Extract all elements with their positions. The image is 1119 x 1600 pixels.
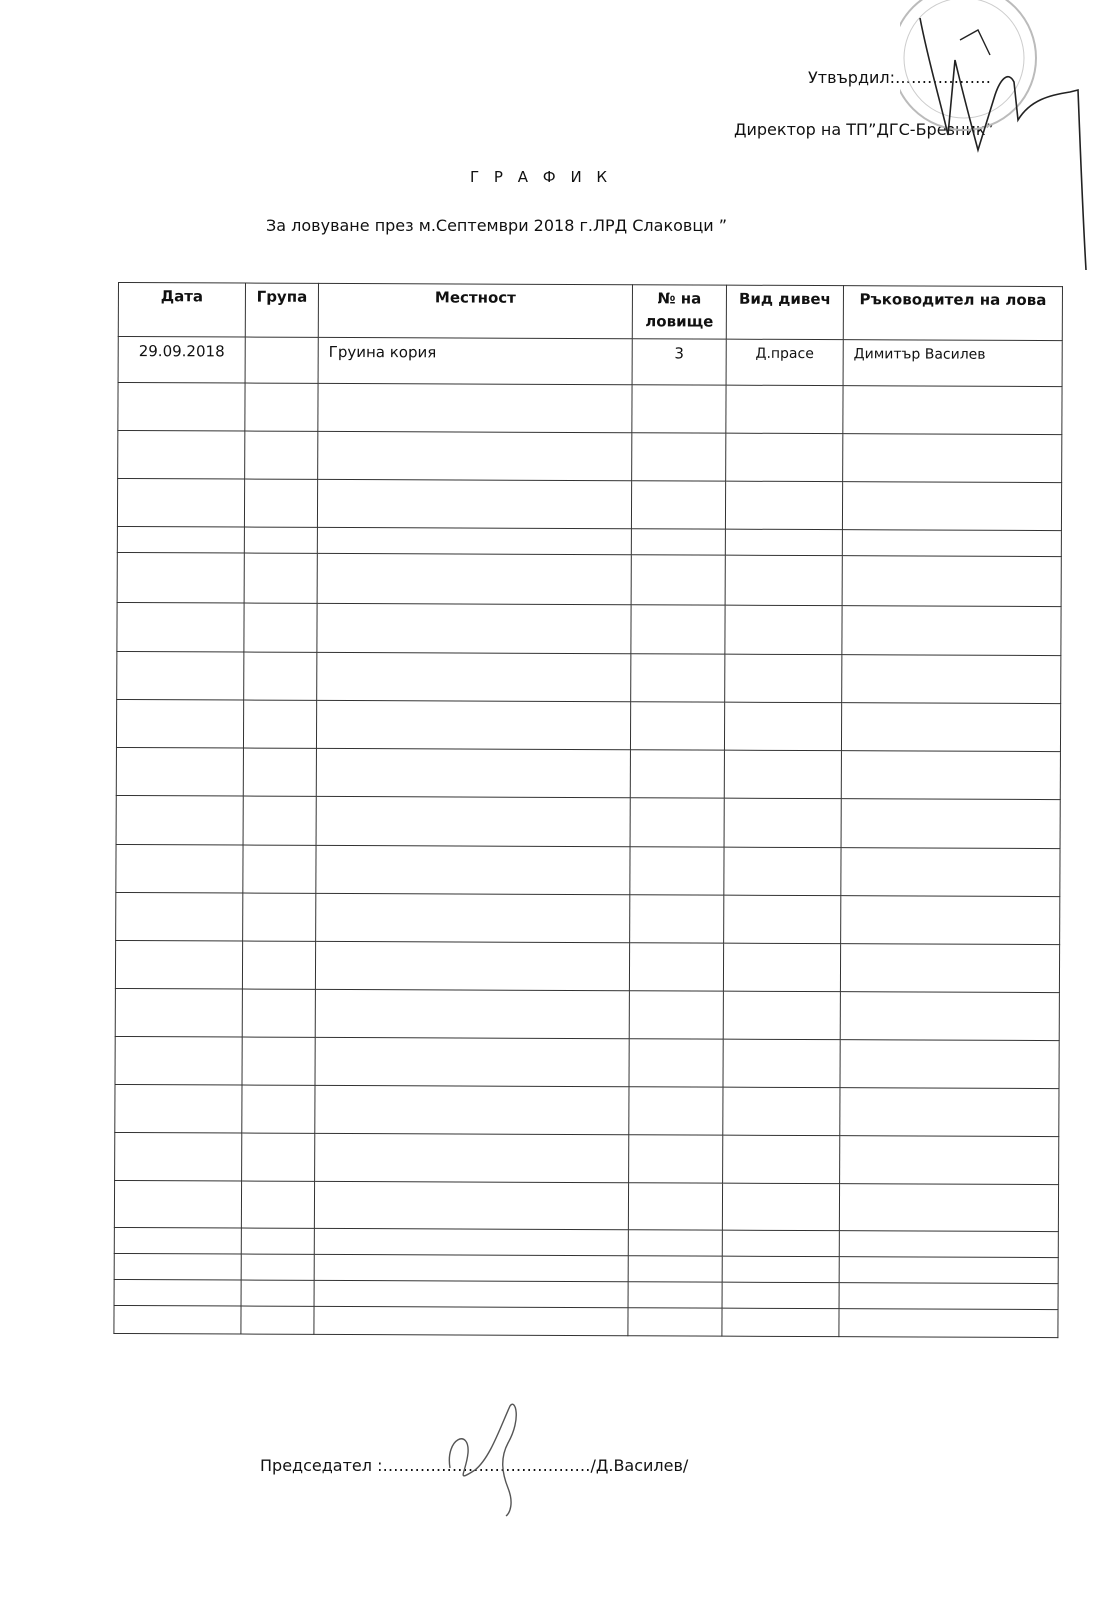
table-row-empty (118, 383, 1062, 435)
table-row-empty (117, 602, 1061, 655)
table-row-empty (114, 1227, 1058, 1257)
cell-locality: Груина кория (318, 337, 632, 384)
table-row-empty (115, 988, 1059, 1040)
table-row-empty (115, 1132, 1059, 1184)
header-game-type: Вид дивеч (726, 285, 843, 340)
table-row-empty (117, 552, 1061, 606)
table-row-empty (115, 1036, 1059, 1088)
cell-group (245, 337, 318, 383)
stamp-and-signature (900, 0, 1119, 290)
cell-hunting-area-number: 3 (632, 339, 726, 385)
chairman-signature (430, 1398, 550, 1518)
header-date: Дата (118, 283, 245, 338)
table-row-empty (118, 431, 1062, 483)
table-row-empty (117, 526, 1061, 556)
cell-game-type: Д.прасе (726, 339, 843, 386)
table-header-row (118, 283, 1062, 341)
table-row-empty (116, 795, 1060, 848)
header-hunt-leader: Ръководител на лова (843, 286, 1062, 341)
table-row (118, 337, 1062, 387)
table-row-empty (115, 940, 1059, 992)
document-subtitle: За ловуване през м.Септември 2018 г.ЛРД Слаковци ” (266, 216, 727, 235)
header-hunting-area-number: № на ловище (632, 285, 726, 339)
cell-hunt-leader: Димитър Василев (843, 340, 1062, 387)
header-locality: Местност (318, 283, 632, 338)
hunting-schedule-table (113, 282, 1063, 1338)
table-row-empty (114, 1279, 1058, 1309)
header-group: Група (245, 283, 318, 337)
signature-stroke (960, 30, 990, 55)
cell-date: 29.09.2018 (118, 337, 245, 384)
approved-by-line: Утвърдил:……………… (808, 68, 992, 87)
chairman-signature-stroke (449, 1404, 516, 1516)
director-line: Директор на ТП”ДГС-Брезник” (734, 120, 994, 139)
table-row-empty (117, 651, 1061, 703)
director-signature (920, 18, 1086, 270)
table-row-empty (114, 1180, 1058, 1231)
table-row-empty (116, 844, 1060, 896)
document-title: Г Р А Ф И К (470, 168, 613, 186)
chairman-signature-line: Председател :…………………………………/Д.Василев/ (260, 1456, 689, 1475)
table-row-empty (116, 747, 1060, 799)
round-stamp-inner (904, 0, 1024, 118)
table-row-empty (116, 892, 1060, 944)
table-row-empty (115, 1084, 1059, 1136)
table-row-empty (114, 1305, 1058, 1337)
table-row-empty (117, 479, 1061, 531)
table-row-empty (116, 699, 1060, 751)
table-row-empty (114, 1253, 1058, 1283)
